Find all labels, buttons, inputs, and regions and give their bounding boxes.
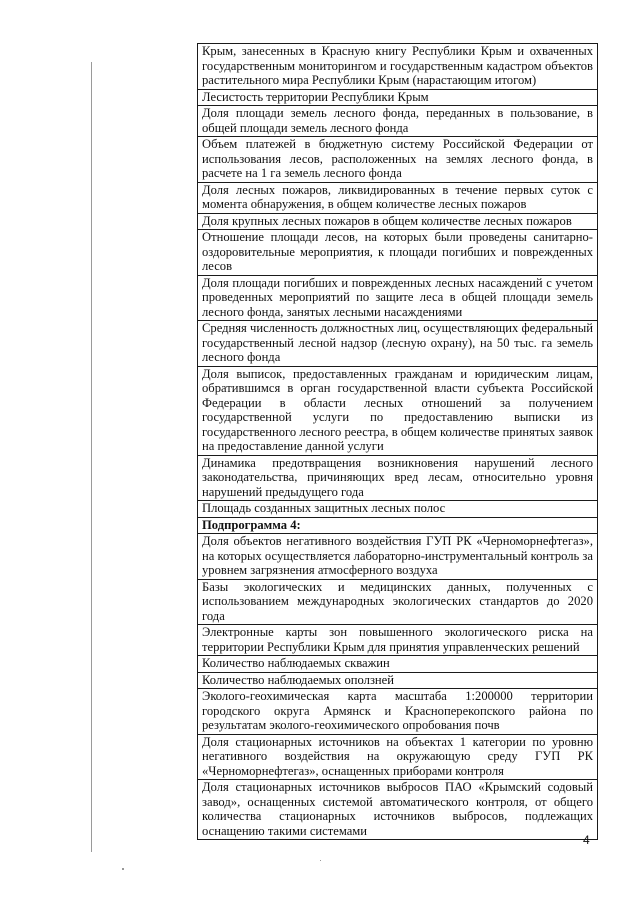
table-row — [198, 780, 598, 840]
indicator-cell: Доля стационарных источников выбросов ПАО «Крымский содовый завод», оснащенных системой автоматического контроля, от общего количества стационарных источников выбросов, подлежащих оснащению такими системами — [198, 780, 598, 840]
table-row — [198, 455, 598, 501]
indicator-cell: Доля площади земель лесного фонда, переданных в пользование, в общей площади земель лесного фонда — [198, 106, 598, 137]
table-row — [198, 625, 598, 656]
indicator-cell: Площадь созданных защитных лесных полос — [198, 501, 598, 518]
section-heading-cell: Подпрограмма 4: — [198, 517, 598, 534]
scan-speck — [320, 860, 321, 861]
indicator-cell: Доля крупных лесных пожаров в общем количестве лесных пожаров — [198, 213, 598, 230]
page-number: 4 — [583, 833, 590, 847]
table-row — [198, 517, 598, 534]
table-row — [198, 44, 598, 90]
table-row — [198, 89, 598, 106]
table-row — [198, 230, 598, 276]
table-row — [198, 321, 598, 367]
table-row — [198, 137, 598, 183]
indicator-cell: Крым, занесенных в Красную книгу Республики Крым и охваченных государственным мониторингом и государственным кадастром объектов растительного мира Республики Крым (нарастающим итогом) — [198, 44, 598, 90]
scan-speck — [122, 868, 124, 870]
indicator-cell: Электронные карты зон повышенного экологического риска на территории Республики Крым для принятия управленческих решений — [198, 625, 598, 656]
table-row — [198, 501, 598, 518]
table-row — [198, 579, 598, 625]
indicator-cell: Средняя численность должностных лиц, осуществляющих федеральный государственный лесной надзор (лесную охрану), на 50 тыс. га земель лесного фонда — [198, 321, 598, 367]
indicator-cell: Объем платежей в бюджетную систему Российской Федерации от использования лесов, расположенных на землях лесного фонда, в расчете на 1 га земель лесного фонда — [198, 137, 598, 183]
indicator-cell: Базы экологических и медицинских данных, полученных с использованием международных экологических стандартов до 2020 года — [198, 579, 598, 625]
table-row — [198, 656, 598, 673]
indicators-table — [197, 43, 598, 840]
indicator-cell: Доля лесных пожаров, ликвидированных в течение первых суток с момента обнаружения, в общем количестве лесных пожаров — [198, 182, 598, 213]
indicator-cell: Количество наблюдаемых скважин — [198, 656, 598, 673]
table-row — [198, 366, 598, 455]
indicator-cell: Отношение площади лесов, на которых были проведены санитарно-оздоровительные мероприятия, к площади погибших и поврежденных лесов — [198, 230, 598, 276]
indicator-cell: Лесистость территории Республики Крым — [198, 89, 598, 106]
table-row — [198, 213, 598, 230]
table-row — [198, 275, 598, 321]
indicator-cell: Доля объектов негативного воздействия ГУП РК «Черноморнефтегаз», на которых осуществляется лабораторно-инструментальный контроль за уровнем загрязнения атмосферного воздуха — [198, 534, 598, 580]
indicator-cell: Доля площади погибших и поврежденных лесных насаждений с учетом проведенных мероприятий по защите леса в общей площади земель лесного фонда, занятых лесными насаждениями — [198, 275, 598, 321]
table-row — [198, 534, 598, 580]
table-row — [198, 672, 598, 689]
indicator-cell: Доля стационарных источников на объектах 1 категории по уровню негативного воздействия на окружающую среду ГУП РК «Черноморнефтегаз», оснащенных приборами контроля — [198, 734, 598, 780]
table-row — [198, 689, 598, 735]
indicator-cell: Доля выписок, предоставленных гражданам и юридическим лицам, обратившимся в орган государственной власти субъекта Российской Федерации в области лесных отношений за получением государственной услуги по предоставлению выписки из государственного лесного реестра, в общем количестве принятых заявок на предоставление данной услуги — [198, 366, 598, 455]
table-row — [198, 734, 598, 780]
table-row — [198, 182, 598, 213]
indicator-cell: Количество наблюдаемых оползней — [198, 672, 598, 689]
margin-line — [91, 62, 92, 852]
indicator-cell: Эколого-геохимическая карта масштаба 1:200000 территории городского округа Армянск и Красноперекопского района по результатам эколого-геохимического опробования почв — [198, 689, 598, 735]
indicators-table-body — [198, 44, 598, 840]
indicator-cell: Динамика предотвращения возникновения нарушений лесного законодательства, причиняющих вред лесам, относительно уровня нарушений предыдущего года — [198, 455, 598, 501]
table-row — [198, 106, 598, 137]
